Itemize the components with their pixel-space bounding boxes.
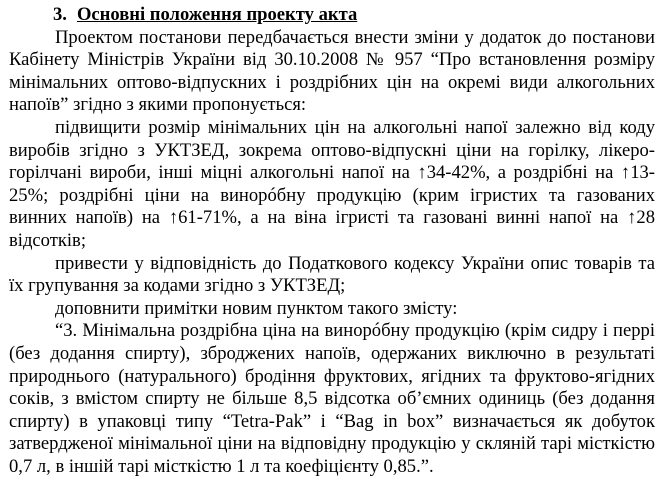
document-page — [9, 4, 655, 478]
section-title: Основні положення проекту акта — [76, 4, 358, 25]
paragraph-add-note: доповнити примітки новим пунктом такого змісту: — [55, 297, 458, 319]
paragraph-intro: Проектом постанови передбачається внести зміни у додаток до постанови Кабінету Міністрів України від 30.10.2008 № 957 “Про встановлення розміру мінімальних оптово-відпускних і роздрібних цін на окремі види алкогольних напоїв” згідно з якими пропонується: — [9, 26, 655, 116]
section-number: 3. — [53, 4, 67, 25]
paragraph-tax-code: привести у відповідність до Податкового кодексу України опис товарів та їх групування за кодами згідно з УКТЗЕД; — [9, 252, 655, 297]
section-heading — [9, 4, 655, 27]
paragraph-raise-prices: підвищити розмір мінімальних цін на алкогольні напої залежно від коду виробів згідно з УКТЗЕД, зокрема оптово-відпускні ціни на горілку, лікеро-горілчані вироби, інші міцні алкогольні напої на ↑34-42%, а роздрібні на ↑13-25%; роздрібні ціни на винорóбну продукцію (крим ігристих та газованих винних напоїв) на ↑61-71%, а на віна ігристі та газовані винні напої на ↑28 відсотків; — [9, 116, 655, 251]
paragraph-note-text: “3. Мінімальна роздрібна ціна на винорóбну продукцію (крім сидру і перрі (без додання спирту), зброджених напоїв, одержаних виключно в результаті природнього (натурального) бродіння фруктових, ягідних та фруктово-ягідних соків, з вмістом спирту не більше 8,5 відсотка об’ємних одиниць (без додання спирту) в упаковці типу “Tetra-Pak” і “Bag in box” визначається як добуток затвердженої мінімальної ціни на відповідну продукцію у скляній тарі місткістю 0,7 л, в іншій тарі місткістю 1 л та коефіцієнту 0,85.”. — [9, 320, 655, 477]
